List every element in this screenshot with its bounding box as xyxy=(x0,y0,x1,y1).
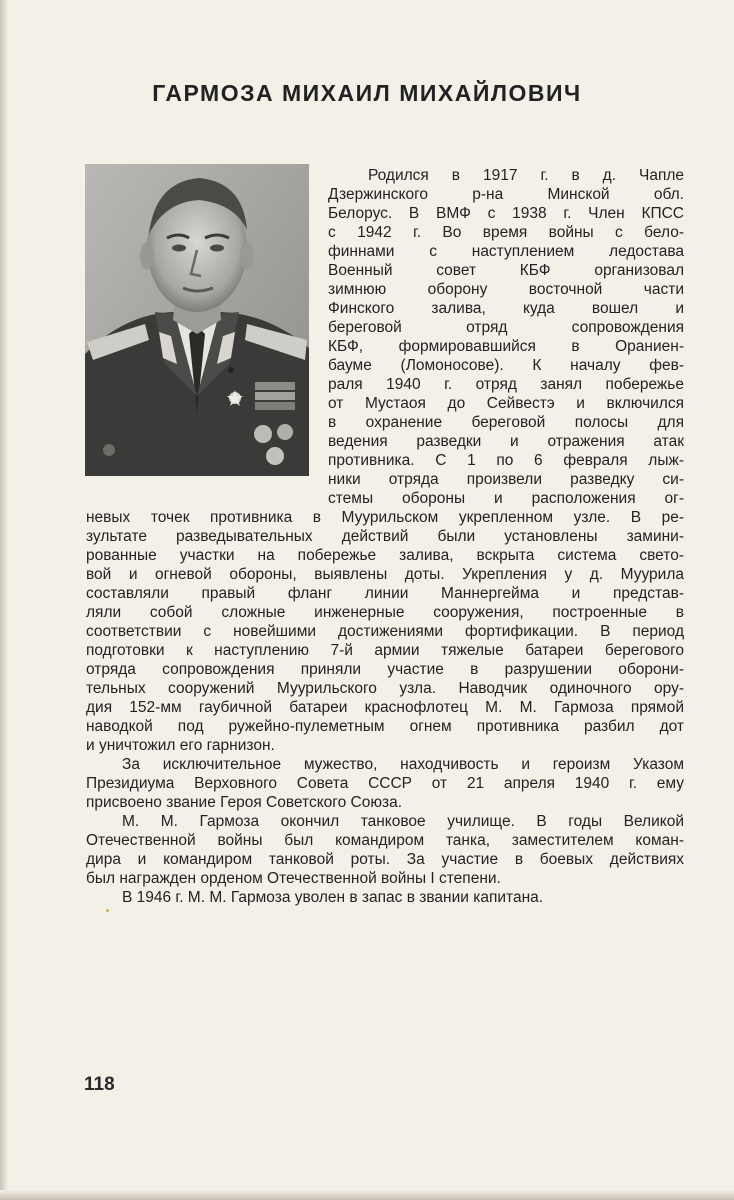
text-line: подготовки к наступлению 7-й армии тяжелые батареи берегового xyxy=(86,642,684,659)
text-line: вой и огневой обороны, выявлены доты. Укрепления у д. Муурила xyxy=(86,566,684,583)
biography-full-text xyxy=(86,508,684,907)
page-bottom-shadow xyxy=(0,1190,734,1200)
text-line: стемы обороны и расположения ог- xyxy=(328,490,684,507)
portrait-photo xyxy=(85,164,309,476)
text-line: Финского залива, куда вошел и xyxy=(328,300,684,317)
text-line: и уничтожил его гарнизон. xyxy=(86,737,275,754)
text-line: береговой отряд сопровождения xyxy=(328,319,684,336)
text-line: зультате разведывательных действий были установлены замини- xyxy=(86,528,684,545)
text-line: составляли правый фланг линии Маннергейма и представ- xyxy=(86,585,684,602)
text-line: отряда сопровождения приняли участие в разрушении оборони- xyxy=(86,661,684,678)
print-speck xyxy=(106,909,109,912)
text-line: дия 152-мм гаубичной батареи краснофлотец М. М. Гармоза прямой xyxy=(86,699,684,716)
text-line: Отечественной войны был командиром танка, заместителем коман- xyxy=(86,832,684,849)
text-line: в охранение береговой полосы для xyxy=(328,414,684,431)
text-line: За исключительное мужество, находчивость и героизм Указом xyxy=(122,756,684,773)
text-line: ники отряда произвели разведку си- xyxy=(328,471,684,488)
text-line: раля 1940 г. отряд занял побережье xyxy=(328,376,684,393)
text-line: дира и командиром танковой роты. За участие в боевых действиях xyxy=(86,851,684,868)
text-line: финнами с наступлением ледостава xyxy=(328,243,684,260)
text-line: Родился в 1917 г. в д. Чапле xyxy=(368,167,684,184)
page-number: 118 xyxy=(84,1074,115,1095)
text-line: Президиума Верховного Совета СССР от 21 апреля 1940 г. ему xyxy=(86,775,684,792)
text-line: ведения разведки и отражения атак xyxy=(328,433,684,450)
text-line: был награжден орденом Отечественной войны I степени. xyxy=(86,870,501,887)
biography-column-text xyxy=(328,166,684,508)
text-line: ляли собой сложные инженерные сооружения, построенные в xyxy=(86,604,684,621)
page-edge-shadow xyxy=(0,0,8,1200)
text-line: от Мустаоя до Сейвестэ и включился xyxy=(328,395,684,412)
text-line: тельных сооружений Муурильского узла. Наводчик одиночного ору- xyxy=(86,680,684,697)
text-line: Дзержинского р-на Минской обл. xyxy=(328,186,684,203)
page-title: ГАРМОЗА МИХАИЛ МИХАЙЛОВИЧ xyxy=(152,80,582,106)
text-line: КБФ, формировавшийся в Ораниен- xyxy=(328,338,684,355)
text-line: М. М. Гармоза окончил танковое училище. В годы Великой xyxy=(122,813,684,830)
text-line: соответствии с новейшими достижениями фортификации. В период xyxy=(86,623,684,640)
text-line: Военный совет КБФ организовал xyxy=(328,262,684,279)
text-line: рованные участки на побережье залива, вскрыта система свето- xyxy=(86,547,684,564)
text-line: бауме (Ломоносове). К началу фев- xyxy=(328,357,684,374)
text-line: зимнюю оборону восточной части xyxy=(328,281,684,298)
text-line: В 1946 г. М. М. Гармоза уволен в запас в звании капитана. xyxy=(122,889,544,906)
text-line: невых точек противника в Муурильском укрепленном узле. В ре- xyxy=(86,509,684,526)
text-line: Белорус. В ВМФ с 1938 г. Член КПСС xyxy=(328,205,684,222)
text-line: присвоено звание Героя Советского Союза. xyxy=(86,794,403,811)
text-line: с 1942 г. Во время войны с бело- xyxy=(328,224,684,241)
text-line: наводкой под ружейно-пулеметным огнем противника разбил дот xyxy=(86,718,684,735)
text-line: противника. С 1 по 6 февраля лыж- xyxy=(328,452,684,469)
